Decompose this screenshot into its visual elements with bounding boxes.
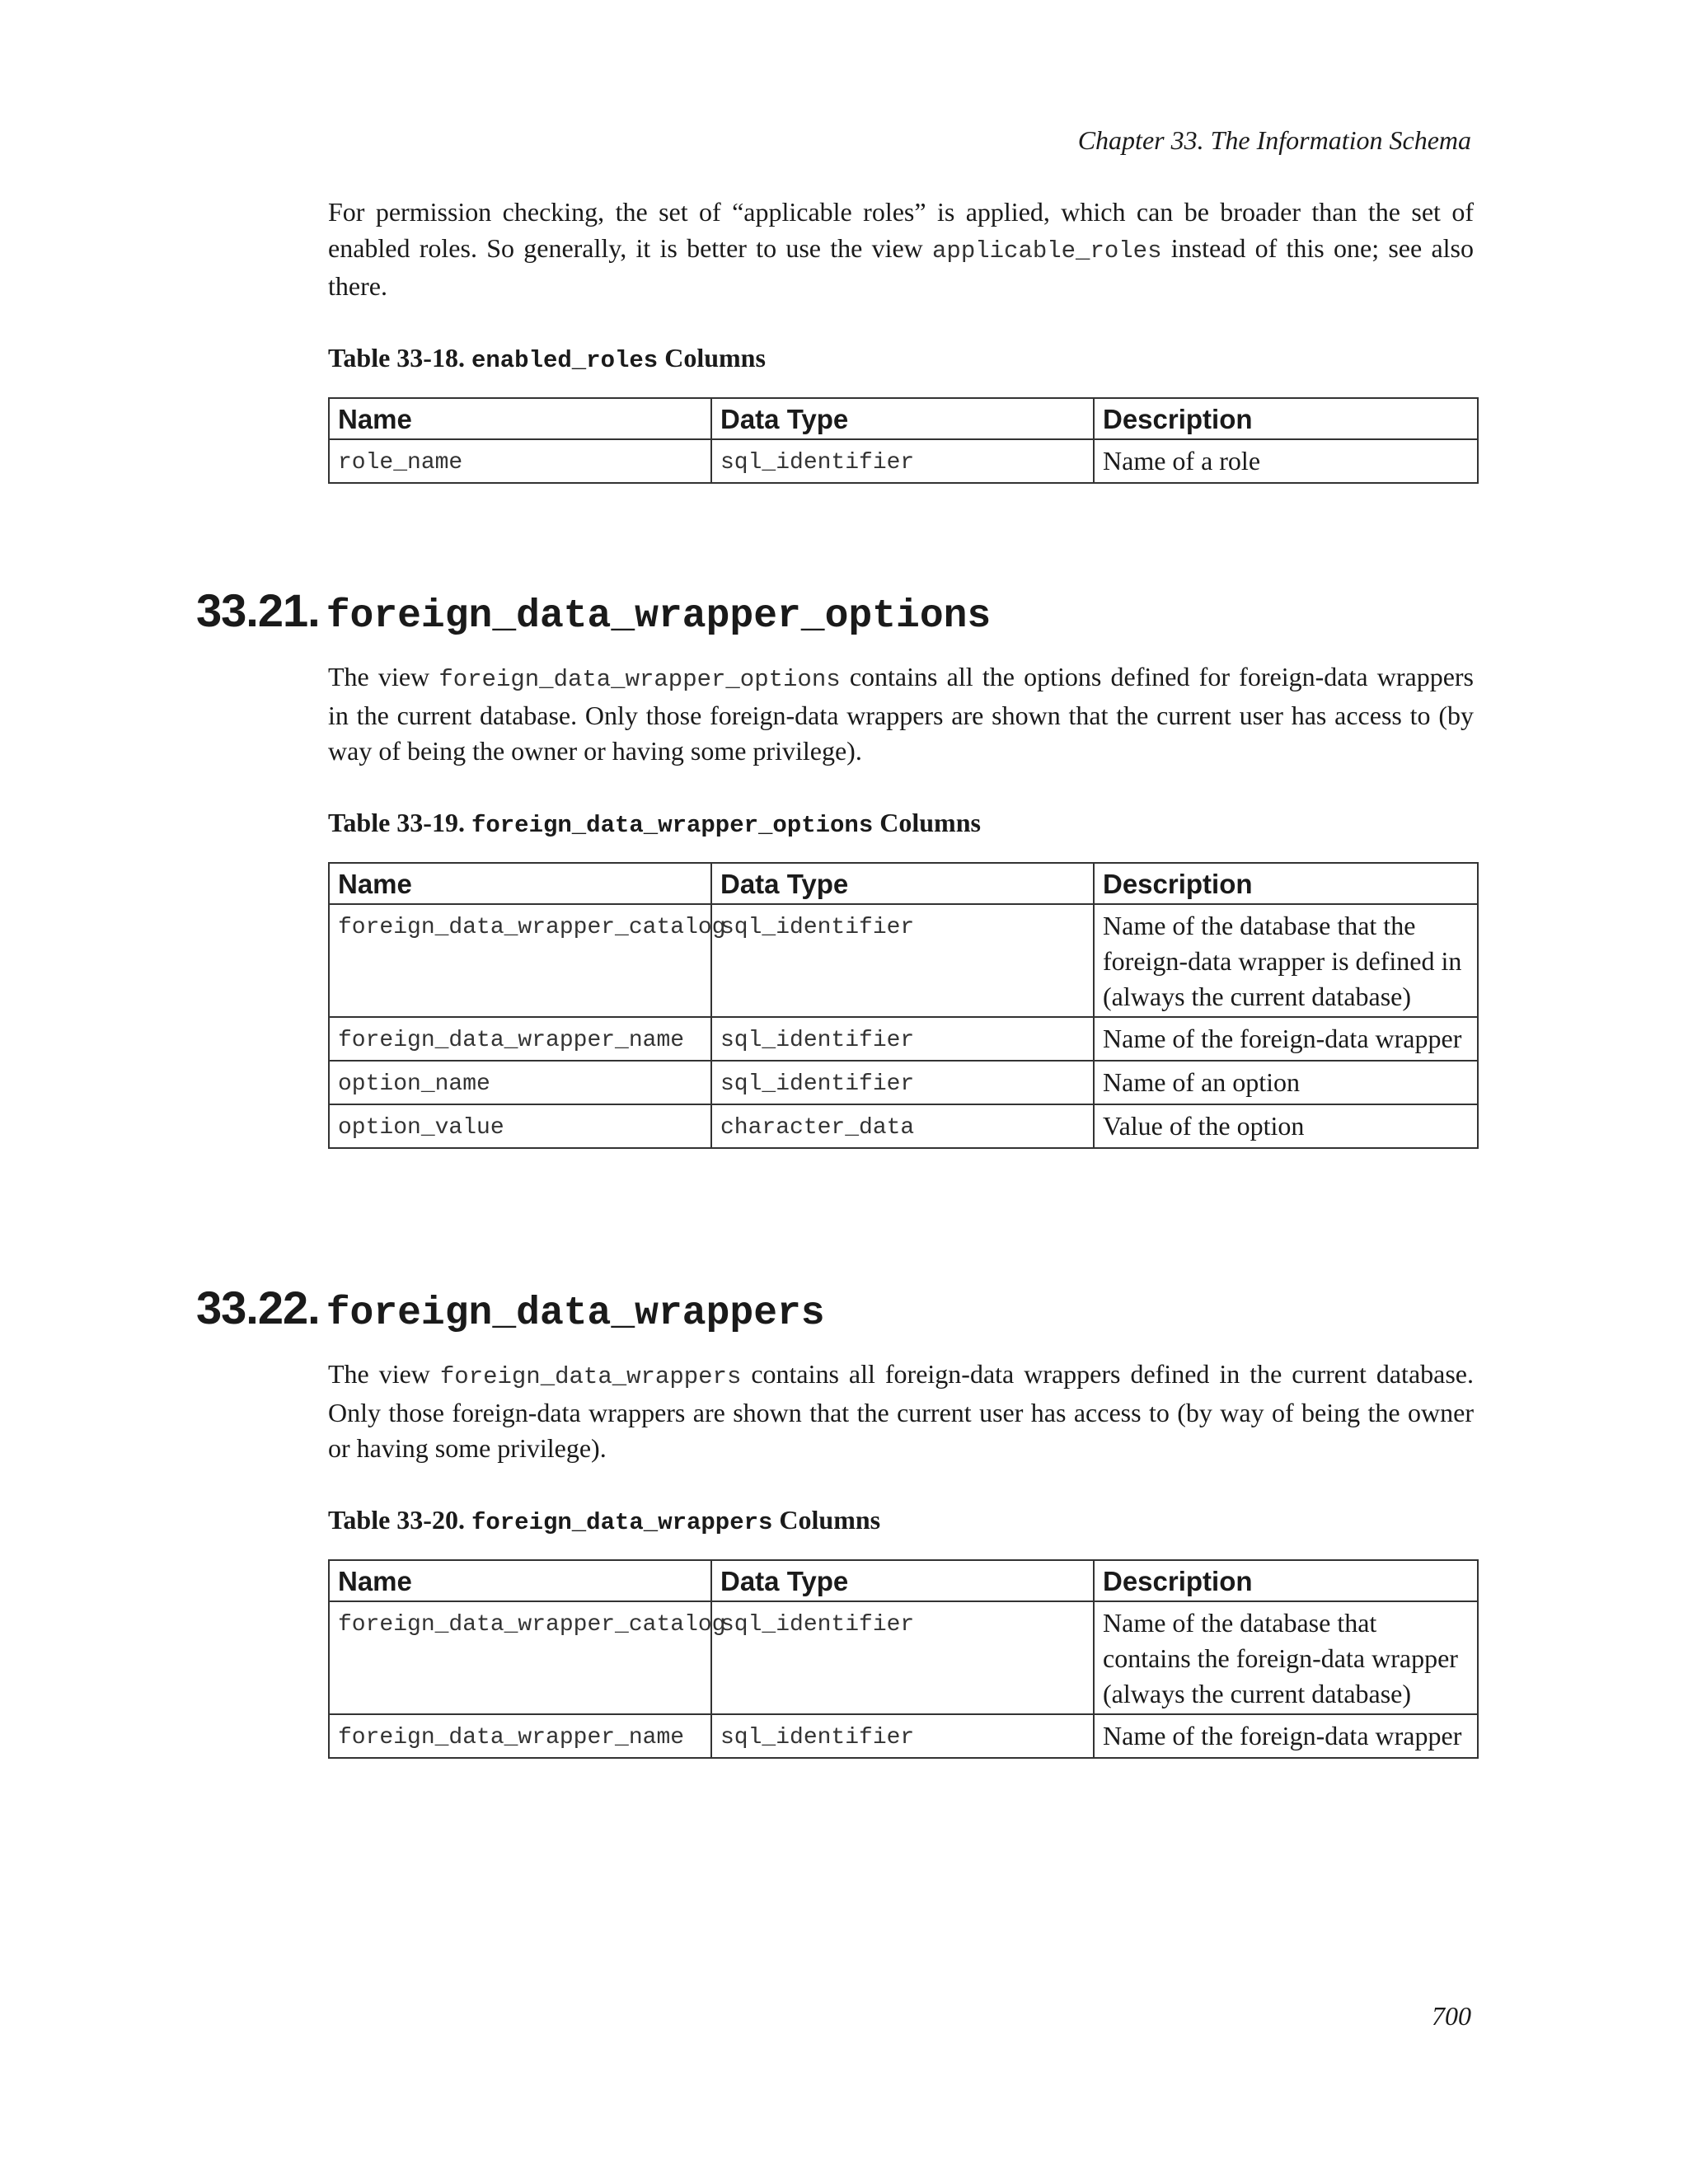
table-row xyxy=(329,1601,1478,1714)
cell-description: Name of an option xyxy=(1094,1061,1478,1104)
column-header: Description xyxy=(1094,863,1478,904)
cell-name: role_name xyxy=(329,439,711,483)
cell-name: foreign_data_wrapper_catalog xyxy=(329,1601,711,1714)
inline-code: foreign_data_wrappers xyxy=(439,1363,742,1390)
table-header-row xyxy=(329,398,1478,439)
table-33-18 xyxy=(328,397,1479,484)
cell-type: sql_identifier xyxy=(711,1601,1094,1714)
column-header: Name xyxy=(329,1560,711,1601)
cell-description: Name of the database that contains the foreign-data wrapper (always the current database) xyxy=(1094,1601,1478,1714)
inline-code: applicable_roles xyxy=(932,237,1162,265)
section-heading-33-21: 33.21. foreign_data_wrapper_options xyxy=(196,584,992,639)
cell-name: foreign_data_wrapper_name xyxy=(329,1017,711,1061)
cell-name: foreign_data_wrapper_catalog xyxy=(329,904,711,1017)
table-row xyxy=(329,1061,1478,1104)
column-header: Name xyxy=(329,863,711,904)
table-row xyxy=(329,1104,1478,1148)
column-header: Description xyxy=(1094,398,1478,439)
cell-description: Name of the foreign-data wrapper xyxy=(1094,1714,1478,1758)
table-row xyxy=(329,1714,1478,1758)
column-header: Data Type xyxy=(711,398,1094,439)
table-row xyxy=(329,439,1478,483)
section-33-21-paragraph: The view foreign_data_wrapper_options contains all the options defined for foreign-data wrappers in the current database. Only those foreign-data wrappers are shown that the current user has access to (by way of being the owner or having some privilege). xyxy=(328,662,1475,766)
cell-type: sql_identifier xyxy=(711,904,1094,1017)
cell-description: Value of the option xyxy=(1094,1104,1478,1148)
cell-type: sql_identifier xyxy=(711,1714,1094,1758)
column-header: Data Type xyxy=(711,1560,1094,1601)
table-33-19 xyxy=(328,862,1479,1149)
running-header: Chapter 33. The Information Schema xyxy=(1077,125,1471,155)
table-row xyxy=(329,904,1478,1017)
section-heading-33-22: 33.22. foreign_data_wrappers xyxy=(196,1282,825,1336)
column-header: Name xyxy=(329,398,711,439)
cell-type: sql_identifier xyxy=(711,439,1094,483)
table-header-row xyxy=(329,1560,1478,1601)
table-row xyxy=(329,1017,1478,1061)
table-header-row xyxy=(329,863,1478,904)
cell-name: option_name xyxy=(329,1061,711,1104)
cell-name: foreign_data_wrapper_name xyxy=(329,1714,711,1758)
table-caption-33-20: Table 33-20. foreign_data_wrappers Columns xyxy=(328,1505,881,1536)
table-33-20 xyxy=(328,1559,1479,1759)
column-header: Data Type xyxy=(711,863,1094,904)
cell-type: sql_identifier xyxy=(711,1061,1094,1104)
cell-type: character_data xyxy=(711,1104,1094,1148)
cell-description: Name of the foreign-data wrapper xyxy=(1094,1017,1478,1061)
inline-code: foreign_data_wrapper_options xyxy=(438,666,841,693)
table-caption-33-18: Table 33-18. enabled_roles Columns xyxy=(328,343,766,374)
cell-type: sql_identifier xyxy=(711,1017,1094,1061)
intro-paragraph: For permission checking, the set of “applicable roles” is applied, which can be broader than the set of enabled roles. So generally, it is better to use the view applicable_roles instead of this one; see also there. xyxy=(328,197,1475,301)
section-33-22-paragraph: The view foreign_data_wrappers contains all foreign-data wrappers defined in the current database. Only those foreign-data wrappers are shown that the current user has access to (by way of being the owner or having some privilege). xyxy=(328,1359,1475,1463)
page-number: 700 xyxy=(1432,2001,1471,2031)
cell-description: Name of a role xyxy=(1094,439,1478,483)
cell-description: Name of the database that the foreign-data wrapper is defined in (always the current database) xyxy=(1094,904,1478,1017)
cell-name: option_value xyxy=(329,1104,711,1148)
column-header: Description xyxy=(1094,1560,1478,1601)
table-caption-33-19: Table 33-19. foreign_data_wrapper_options Columns xyxy=(328,808,981,839)
